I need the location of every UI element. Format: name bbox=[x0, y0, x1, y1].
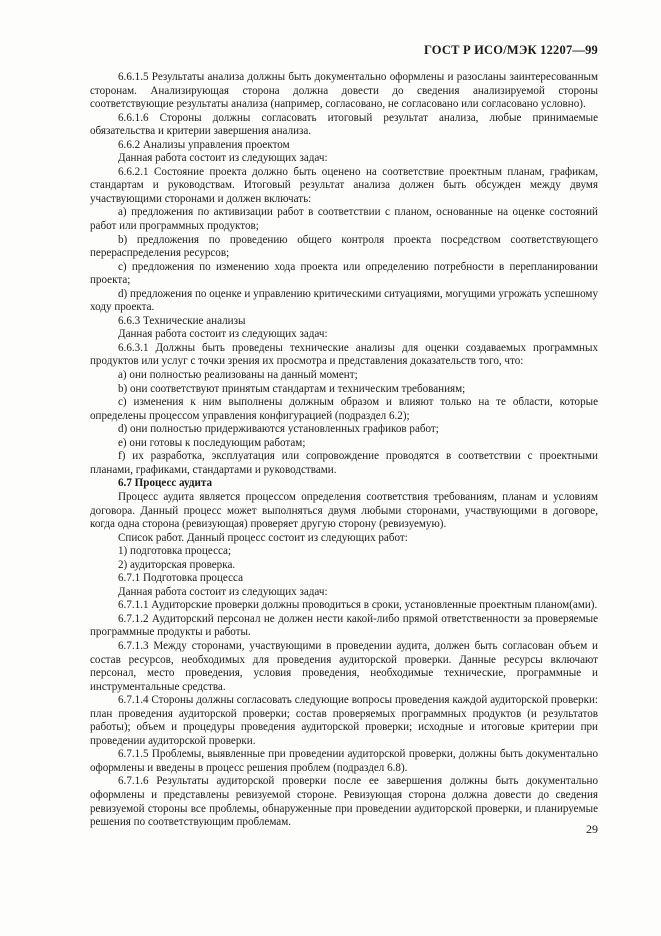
paragraph: а) они полностью реализованы на данный момент; bbox=[118, 369, 358, 382]
paragraph: 6.7.1.4 Стороны должны согласовать следующие вопросы проведения каждой аудиторской проверки: план проведения аудиторской проверки; состав проверяемых программных продуктов (и результатов работы); объем и процедуры проведения аудиторской проверки; исходные и итоговые критерии при проведении аудиторской проверки. bbox=[90, 694, 598, 747]
page-number: 29 bbox=[586, 822, 598, 836]
paragraph: 6.6.2 Анализы управления проектом bbox=[118, 138, 290, 151]
paragraph: b) они соответствуют принятым стандартам и техническим требованиям; bbox=[118, 382, 466, 395]
paragraph: 6.7.1.1 Аудиторские проверки должны проводиться в сроки, установленные проектным планом(ами). bbox=[118, 599, 598, 612]
paragraph: е) они готовы к последующим работам; bbox=[118, 436, 306, 449]
paragraph: 6.7.1 Подготовка процесса bbox=[118, 572, 243, 585]
paragraph: Данная работа состоит из следующих задач: bbox=[118, 328, 328, 341]
paragraph: 2) аудиторская проверка. bbox=[118, 558, 236, 571]
paragraph: d) они полностью придерживаются установленных графиков работ; bbox=[118, 423, 439, 436]
paragraph: Данная работа состоит из следующих задач: bbox=[118, 152, 328, 165]
paragraph: 6.7.1.3 Между сторонами, участвующими в проведении аудита, должен быть согласован объем и состав ресурсов, необходимых для проведения аудиторской проверки. Данные ресурсы включают персонал, место проведения, условия проведения, необходимые технические, программные и инструментальные средства. bbox=[90, 639, 598, 693]
paragraph: 6.6.3 Технические анализы bbox=[118, 314, 246, 327]
paragraph: b) предложения по проведению общего контроля проекта посредством соответствующего перераспределения ресурсов; bbox=[90, 233, 598, 260]
paragraph: 1) подготовка процесса; bbox=[118, 545, 232, 558]
document-header: ГОСТ Р ИСО/МЭК 12207—99 bbox=[423, 43, 598, 57]
paragraph: с) предложения по изменению хода проекта или определению потребности в перепланировании проекта; bbox=[90, 260, 598, 287]
paragraph: 6.6.2.1 Состояние проекта должно быть оценено на соответствие проектным планам, графикам, стандартам и руководствам. Итоговый результат анализа должен быть обсужден между двумя участвующими сторонами и должен включать: bbox=[90, 165, 598, 205]
paragraph: 6.6.1.6 Стороны должны согласовать итоговый результат анализа, любые принимаемые обязательства и критерии завершения анализа. bbox=[90, 111, 598, 138]
paragraph: Процесс аудита является процессом определения соответствия требованиям, планам и условиям договора. Данный процесс может выполняться двумя любыми сторонами, участвующими в договоре, когда одна сторона (ревизующая) проверяет другую сторону (ревизуемую). bbox=[90, 490, 598, 531]
paragraph: с) изменения к ним выполнены должным образом и влияют только на те области, которые определены процессом управления конфигурацией (подраздел 6.2); bbox=[90, 396, 598, 422]
paragraph: Данная работа состоит из следующих задач: bbox=[118, 585, 328, 598]
paragraph: 6.6.3.1 Должны быть проведены технические анализы для оценки создаваемых программных продуктов или услуг с точки зрения их просмотра и представления доказательств того, что: bbox=[90, 341, 598, 368]
paragraph: 6.6.1.5 Результаты анализа должны быть документально оформлены и разосланы заинтересованным сторонам. Анализирующая сторона должна довести до сведения анализируемой стороны соответствующие результаты анализа (например, согласовано, не согласовано или согласовано условно). bbox=[90, 71, 598, 111]
paragraph: Список работ. Данный процесс состоит из следующих работ: bbox=[118, 531, 408, 544]
paragraph: а) предложения по активизации работ в соответствии с планом, основанные на оценке состояний работ или программных продуктов; bbox=[90, 206, 598, 233]
paragraph: d) предложения по оценке и управлению критическими ситуациями, могущими угрожать успешному ходу проекта. bbox=[90, 287, 598, 314]
paragraph: 6.7.1.2 Аудиторский персонал не должен нести какой-либо прямой ответственности за проверяемые программные продукты и работы. bbox=[90, 612, 598, 639]
paragraph: 6.7.1.6 Результаты аудиторской проверки после ее завершения должны быть документально оформлены и представлены ревизуемой стороне. Ревизующая сторона должна довести до сведения ревизуемой стороны все проблемы, обнаруженные при проведении аудиторской проверки, и планируемые решения по соответствующим проблемам. bbox=[90, 775, 598, 829]
body-text bbox=[90, 71, 598, 830]
section-heading: 6.7 Процесс аудита bbox=[118, 477, 213, 490]
paragraph: 6.7.1.5 Проблемы, выявленные при проведении аудиторской проверки, должны быть документально оформлены и введены в процесс решения проблем (подраздел 6.8). bbox=[90, 748, 598, 774]
paragraph: f) их разработка, эксплуатация или сопровождение проводятся в соответствии с проектными планами, графиками, стандартами и руководствами. bbox=[90, 450, 598, 476]
